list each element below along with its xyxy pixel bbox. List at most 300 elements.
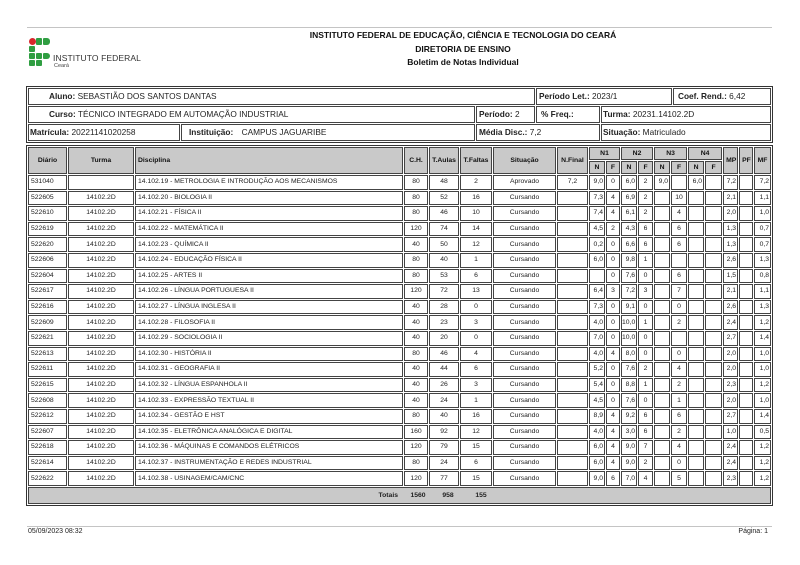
- cell-aulas: 52: [429, 191, 459, 206]
- registration-label: Matrícula:: [30, 127, 70, 137]
- table-row: [28, 425, 771, 440]
- cell-ch: 80: [404, 347, 428, 362]
- academic-period-label: Período Let.:: [539, 91, 590, 101]
- cell-mf: 1,4: [754, 331, 771, 346]
- cell-mp: 2,1: [723, 284, 738, 299]
- report-header: [263, 29, 663, 70]
- header-n2: N2: [621, 147, 653, 160]
- cell-pf: [739, 315, 753, 330]
- cell-disciplina: 14.102.35 - ELETRÔNICA ANALÓGICA E DIGITAL: [135, 425, 403, 440]
- cell-n1-f: 4: [606, 191, 620, 206]
- cell-turma: 14102.2D: [68, 331, 134, 346]
- header-n4: N4: [688, 147, 722, 160]
- table-row: [28, 315, 771, 330]
- cell-n2-n: 9,0: [621, 440, 637, 455]
- header-n1-nota: N: [589, 161, 605, 174]
- cell-n3-f: 0: [671, 347, 687, 362]
- cell-n3-n: [654, 362, 670, 377]
- cell-n1-n: 5,2: [589, 362, 605, 377]
- cell-n3-f: 4: [671, 440, 687, 455]
- cell-mp: 2,7: [723, 331, 738, 346]
- cell-ch: 120: [404, 440, 428, 455]
- cell-pf: [739, 284, 753, 299]
- cell-nfinal: [557, 191, 588, 206]
- logo-block: [36, 38, 42, 45]
- cell-n2-n: 6,1: [621, 206, 637, 221]
- cell-aulas: 92: [429, 425, 459, 440]
- academic-period-field: [536, 88, 672, 105]
- cell-nfinal: [557, 409, 588, 424]
- cell-n4-f: [705, 315, 722, 330]
- cell-n1-n: 6,0: [589, 440, 605, 455]
- cell-n2-f: 0: [638, 347, 653, 362]
- cell-pf: [739, 456, 753, 471]
- cell-n2-f: 0: [638, 269, 653, 284]
- cell-ch: 160: [404, 425, 428, 440]
- cell-diario: 522622: [28, 471, 67, 486]
- cell-diario: 522615: [28, 378, 67, 393]
- cell-mp: 2,7: [723, 409, 738, 424]
- cell-n4-f: [705, 300, 722, 315]
- cell-disciplina: 14.102.30 - HISTÓRIA II: [135, 347, 403, 362]
- cell-n4-f: [705, 191, 722, 206]
- cell-nfinal: [557, 471, 588, 486]
- cell-faltas: 15: [460, 471, 492, 486]
- cell-n2-n: 9,0: [621, 456, 637, 471]
- cell-n3-f: 2: [671, 378, 687, 393]
- cell-pf: [739, 409, 753, 424]
- cell-n3-n: [654, 237, 670, 252]
- cell-aulas: 23: [429, 315, 459, 330]
- cell-mf: 1,0: [754, 347, 771, 362]
- cell-n2-f: 4: [638, 471, 653, 486]
- cell-n4-n: [688, 206, 704, 221]
- cell-n1-f: 6: [606, 471, 620, 486]
- cell-ch: 120: [404, 222, 428, 237]
- cell-n4-f: [705, 347, 722, 362]
- cell-n3-n: [654, 315, 670, 330]
- average-value: 7,2: [529, 127, 542, 137]
- cell-disciplina: 14.102.22 - MATEMÁTICA II: [135, 222, 403, 237]
- cell-nfinal: [557, 269, 588, 284]
- cell-nfinal: [557, 456, 588, 471]
- cell-n2-f: 6: [638, 222, 653, 237]
- logo-block: [29, 46, 35, 52]
- cell-n1-n: 4,0: [589, 425, 605, 440]
- cell-pf: [739, 237, 753, 252]
- cell-situacao: Cursando: [493, 331, 556, 346]
- cell-pf: [739, 347, 753, 362]
- cell-n2-n: 8,0: [621, 347, 637, 362]
- cell-mf: 1,2: [754, 315, 771, 330]
- table-row: [28, 269, 771, 284]
- student-name-value: SEBASTIÃO DOS SANTOS DANTAS: [77, 91, 217, 101]
- student-name-field: [28, 88, 535, 105]
- cell-faltas: 14: [460, 222, 492, 237]
- cell-n3-f: 6: [671, 237, 687, 252]
- cell-nfinal: [557, 393, 588, 408]
- cell-diario: 522613: [28, 347, 67, 362]
- cell-n3-n: [654, 425, 670, 440]
- cell-n3-f: 2: [671, 315, 687, 330]
- header-diario: Diário: [28, 147, 67, 174]
- cell-pf: [739, 425, 753, 440]
- class-field: [601, 106, 771, 123]
- cell-n3-f: 7: [671, 284, 687, 299]
- cell-disciplina: 14.102.26 - LÍNGUA PORTUGUESA II: [135, 284, 403, 299]
- cell-n1-f: 0: [606, 331, 620, 346]
- cell-nfinal: [557, 362, 588, 377]
- cell-n3-n: [654, 300, 670, 315]
- cell-ch: 80: [404, 191, 428, 206]
- cell-n1-n: 7,4: [589, 206, 605, 221]
- cell-n1-f: 0: [606, 253, 620, 268]
- cell-aulas: 46: [429, 206, 459, 221]
- cell-disciplina: 14.102.27 - LÍNGUA INGLESA II: [135, 300, 403, 315]
- cell-mp: 2,3: [723, 471, 738, 486]
- cell-n1-n: 9,0: [589, 175, 605, 190]
- cell-n4-n: [688, 362, 704, 377]
- cell-n4-f: [705, 253, 722, 268]
- registration-field: [28, 124, 180, 141]
- cell-pf: [739, 362, 753, 377]
- cell-nfinal: [557, 315, 588, 330]
- cell-n2-n: 9,8: [621, 253, 637, 268]
- cell-faltas: 16: [460, 191, 492, 206]
- header-n4-faltas: F: [705, 161, 722, 174]
- cell-n2-n: 7,2: [621, 284, 637, 299]
- cell-n4-f: [705, 284, 722, 299]
- cell-pf: [739, 269, 753, 284]
- cell-disciplina: 14.102.28 - FILOSOFIA II: [135, 315, 403, 330]
- cell-n1-n: 4,5: [589, 393, 605, 408]
- cell-n2-n: 7,6: [621, 269, 637, 284]
- cell-n4-f: [705, 440, 722, 455]
- cell-situacao: Cursando: [493, 347, 556, 362]
- cell-n4-f: [705, 331, 722, 346]
- registration-value: 20221141020258: [71, 127, 136, 137]
- cell-pf: [739, 393, 753, 408]
- table-row: [28, 362, 771, 377]
- cell-diario: 522621: [28, 331, 67, 346]
- cell-n3-f: 4: [671, 362, 687, 377]
- cell-situacao: Cursando: [493, 237, 556, 252]
- cell-n1-f: 0: [606, 269, 620, 284]
- cell-diario: 522610: [28, 206, 67, 221]
- cell-mf: 1,2: [754, 471, 771, 486]
- cell-nfinal: [557, 300, 588, 315]
- cell-n2-n: 7,6: [621, 393, 637, 408]
- cell-mf: 7,2: [754, 175, 771, 190]
- cell-n4-n: [688, 456, 704, 471]
- cell-mp: 2,0: [723, 393, 738, 408]
- header-ch: C.H.: [404, 147, 428, 174]
- cell-disciplina: 14.102.31 - GEOGRAFIA II: [135, 362, 403, 377]
- cell-n2-n: 7,0: [621, 471, 637, 486]
- cell-situacao: Cursando: [493, 315, 556, 330]
- cell-ch: 80: [404, 175, 428, 190]
- frequency-field: [536, 106, 600, 123]
- cell-situacao: Cursando: [493, 269, 556, 284]
- academic-period-value: 2023/1: [592, 91, 618, 101]
- cell-disciplina: 14.102.38 - USINAGEM/CAM/CNC: [135, 471, 403, 486]
- cell-faltas: 0: [460, 331, 492, 346]
- cell-aulas: 74: [429, 222, 459, 237]
- header-row: [28, 147, 771, 160]
- cell-n4-f: [705, 456, 722, 471]
- course-value: TÉCNICO INTEGRADO EM AUTOMAÇÃO INDUSTRIAL: [77, 109, 289, 119]
- cell-n1-n: 0,2: [589, 237, 605, 252]
- cell-n2-n: 7,6: [621, 362, 637, 377]
- logo-red-circle: [29, 38, 36, 45]
- cell-n2-f: 2: [638, 362, 653, 377]
- cell-n1-n: [589, 269, 605, 284]
- logo-campus: Ceará: [54, 63, 69, 69]
- table-row: [28, 222, 771, 237]
- cell-n1-f: 2: [606, 222, 620, 237]
- cell-ch: 80: [404, 206, 428, 221]
- cell-situacao: Cursando: [493, 300, 556, 315]
- cell-mp: 2,0: [723, 347, 738, 362]
- table-row: [28, 284, 771, 299]
- cell-faltas: 1: [460, 253, 492, 268]
- header-nfinal: N.Final: [557, 147, 588, 174]
- cell-aulas: 50: [429, 237, 459, 252]
- cell-faltas: 1: [460, 393, 492, 408]
- cell-ch: 40: [404, 237, 428, 252]
- cell-aulas: 79: [429, 440, 459, 455]
- cell-n1-n: 7,0: [589, 331, 605, 346]
- cell-aulas: 46: [429, 347, 459, 362]
- cell-situacao: Cursando: [493, 378, 556, 393]
- cell-mp: 1,3: [723, 222, 738, 237]
- cell-n4-n: [688, 471, 704, 486]
- cell-diario: 522608: [28, 393, 67, 408]
- table-row: [28, 378, 771, 393]
- cell-n2-f: 7: [638, 440, 653, 455]
- cell-n3-n: [654, 269, 670, 284]
- cell-aulas: 40: [429, 409, 459, 424]
- cell-mf: 1,0: [754, 393, 771, 408]
- table-row: [28, 253, 771, 268]
- totals-aulas: 958: [442, 491, 454, 499]
- cell-n3-n: [654, 471, 670, 486]
- cell-turma: 14102.2D: [68, 222, 134, 237]
- cell-n3-f: 2: [671, 425, 687, 440]
- grade-rows: [28, 175, 771, 486]
- class-label: Turma:: [603, 109, 631, 119]
- header-faltas: T.Faltas: [460, 147, 492, 174]
- cell-pf: [739, 300, 753, 315]
- cell-n2-n: 8,8: [621, 378, 637, 393]
- student-info-box: [26, 86, 773, 143]
- cell-nfinal: [557, 347, 588, 362]
- cell-mf: 1,3: [754, 253, 771, 268]
- cell-turma: 14102.2D: [68, 440, 134, 455]
- cell-n3-f: 5: [671, 471, 687, 486]
- cell-ch: 120: [404, 284, 428, 299]
- cell-n4-f: [705, 393, 722, 408]
- header-n4-nota: N: [688, 161, 704, 174]
- logo-name: INSTITUTO FEDERAL: [53, 53, 141, 63]
- totals-bar: [28, 487, 771, 504]
- cell-faltas: 15: [460, 440, 492, 455]
- cell-n2-n: 9,1: [621, 300, 637, 315]
- cell-turma: 14102.2D: [68, 300, 134, 315]
- totals-ch: 1560: [410, 491, 426, 499]
- cell-ch: 40: [404, 378, 428, 393]
- cell-disciplina: 14.102.32 - LÍNGUA ESPANHOLA II: [135, 378, 403, 393]
- cell-diario: 522611: [28, 362, 67, 377]
- cell-n3-n: [654, 409, 670, 424]
- logo-block: [29, 53, 35, 59]
- cell-n4-n: [688, 425, 704, 440]
- logo-block: [43, 53, 50, 59]
- cell-n2-n: 6,0: [621, 175, 637, 190]
- cell-n1-n: 7,3: [589, 191, 605, 206]
- cell-pf: [739, 331, 753, 346]
- cell-n2-n: 10,0: [621, 331, 637, 346]
- performance-coefficient-value: 6,42: [729, 91, 746, 101]
- cell-turma: 14102.2D: [68, 362, 134, 377]
- student-name-label: Aluno:: [49, 91, 76, 101]
- cell-n4-f: [705, 425, 722, 440]
- logo-block: [36, 53, 42, 59]
- cell-ch: 80: [404, 253, 428, 268]
- cell-n2-f: 1: [638, 315, 653, 330]
- header-mp: MP: [723, 147, 738, 174]
- print-timestamp: 05/09/2023 08:32: [28, 528, 83, 535]
- cell-n3-f: [671, 175, 687, 190]
- cell-n1-f: 4: [606, 409, 620, 424]
- table-row: [28, 300, 771, 315]
- cell-aulas: 40: [429, 253, 459, 268]
- cell-pf: [739, 440, 753, 455]
- average-field: [476, 124, 600, 141]
- cell-disciplina: 14.102.19 - METROLOGIA E INTRODUÇÃO AOS MECANISMOS: [135, 175, 403, 190]
- cell-mf: 1,3: [754, 300, 771, 315]
- cell-n2-f: 2: [638, 456, 653, 471]
- cell-diario: 522606: [28, 253, 67, 268]
- cell-diario: 522604: [28, 269, 67, 284]
- header-pf: PF: [739, 147, 753, 174]
- cell-turma: 14102.2D: [68, 206, 134, 221]
- cell-mf: 0,5: [754, 425, 771, 440]
- cell-n4-n: [688, 409, 704, 424]
- cell-n3-f: 6: [671, 222, 687, 237]
- cell-aulas: 26: [429, 378, 459, 393]
- cell-aulas: 48: [429, 175, 459, 190]
- cell-nfinal: [557, 253, 588, 268]
- cell-pf: [739, 175, 753, 190]
- cell-n4-n: [688, 315, 704, 330]
- cell-mp: 2,6: [723, 253, 738, 268]
- cell-diario: 522616: [28, 300, 67, 315]
- cell-faltas: 3: [460, 378, 492, 393]
- course-label: Curso:: [49, 109, 76, 119]
- cell-mp: 1,5: [723, 269, 738, 284]
- period-field: [476, 106, 535, 123]
- header-n1: N1: [589, 147, 620, 160]
- cell-n2-f: 0: [638, 331, 653, 346]
- header-aulas: T.Aulas: [429, 147, 459, 174]
- cell-n1-f: 0: [606, 378, 620, 393]
- institution-title: INSTITUTO FEDERAL DE EDUCAÇÃO, CIÊNCIA E TECNOLOGIA DO CEARÁ: [309, 30, 617, 40]
- cell-n2-n: 6,9: [621, 191, 637, 206]
- cell-n4-f: [705, 269, 722, 284]
- cell-ch: 40: [404, 362, 428, 377]
- cell-nfinal: 7,2: [557, 175, 588, 190]
- cell-mf: 1,0: [754, 206, 771, 221]
- table-row: [28, 456, 771, 471]
- cell-n1-n: 8,9: [589, 409, 605, 424]
- cell-pf: [739, 191, 753, 206]
- cell-mp: 2,4: [723, 440, 738, 455]
- cell-disciplina: 14.102.29 - SOCIOLOGIA II: [135, 331, 403, 346]
- cell-faltas: 6: [460, 269, 492, 284]
- cell-n2-f: 6: [638, 425, 653, 440]
- cell-mp: 1,3: [723, 237, 738, 252]
- logo-block: [43, 38, 50, 45]
- table-row: [28, 175, 771, 190]
- cell-n3-n: [654, 206, 670, 221]
- cell-turma: 14102.2D: [68, 471, 134, 486]
- cell-nfinal: [557, 222, 588, 237]
- header-n3-faltas: F: [671, 161, 687, 174]
- cell-n1-n: 4,0: [589, 347, 605, 362]
- cell-n3-f: 0: [671, 300, 687, 315]
- cell-n4-f: [705, 362, 722, 377]
- header-n2-nota: N: [621, 161, 637, 174]
- cell-turma: 14102.2D: [68, 191, 134, 206]
- cell-n4-f: [705, 206, 722, 221]
- cell-situacao: Cursando: [493, 362, 556, 377]
- cell-faltas: 3: [460, 315, 492, 330]
- cell-n3-f: [671, 253, 687, 268]
- status-field: [601, 124, 771, 141]
- table-row: [28, 206, 771, 221]
- cell-mp: 2,1: [723, 191, 738, 206]
- footer-rule: [27, 526, 772, 527]
- cell-n4-n: [688, 237, 704, 252]
- cell-n2-f: 6: [638, 409, 653, 424]
- cell-n1-n: 9,0: [589, 471, 605, 486]
- cell-n4-n: [688, 331, 704, 346]
- cell-turma: 14102.2D: [68, 409, 134, 424]
- cell-n2-f: 0: [638, 393, 653, 408]
- frequency-label: % Freq.:: [541, 109, 574, 119]
- cell-n3-n: [654, 393, 670, 408]
- cell-turma: 14102.2D: [68, 237, 134, 252]
- cell-n4-n: [688, 284, 704, 299]
- header-n3-nota: N: [654, 161, 670, 174]
- totals-faltas: 155: [475, 491, 487, 499]
- cell-mf: 1,0: [754, 362, 771, 377]
- cell-n4-n: [688, 222, 704, 237]
- cell-mp: 2,6: [723, 300, 738, 315]
- header-turma: Turma: [68, 147, 134, 174]
- cell-turma: [68, 175, 134, 190]
- cell-faltas: 6: [460, 362, 492, 377]
- cell-faltas: 12: [460, 425, 492, 440]
- cell-n4-n: [688, 269, 704, 284]
- cell-n2-f: 2: [638, 206, 653, 221]
- cell-situacao: Cursando: [493, 440, 556, 455]
- cell-mf: 1,2: [754, 456, 771, 471]
- header-n3: N3: [654, 147, 687, 160]
- cell-n3-f: 6: [671, 409, 687, 424]
- cell-disciplina: 14.102.23 - QUÍMICA II: [135, 237, 403, 252]
